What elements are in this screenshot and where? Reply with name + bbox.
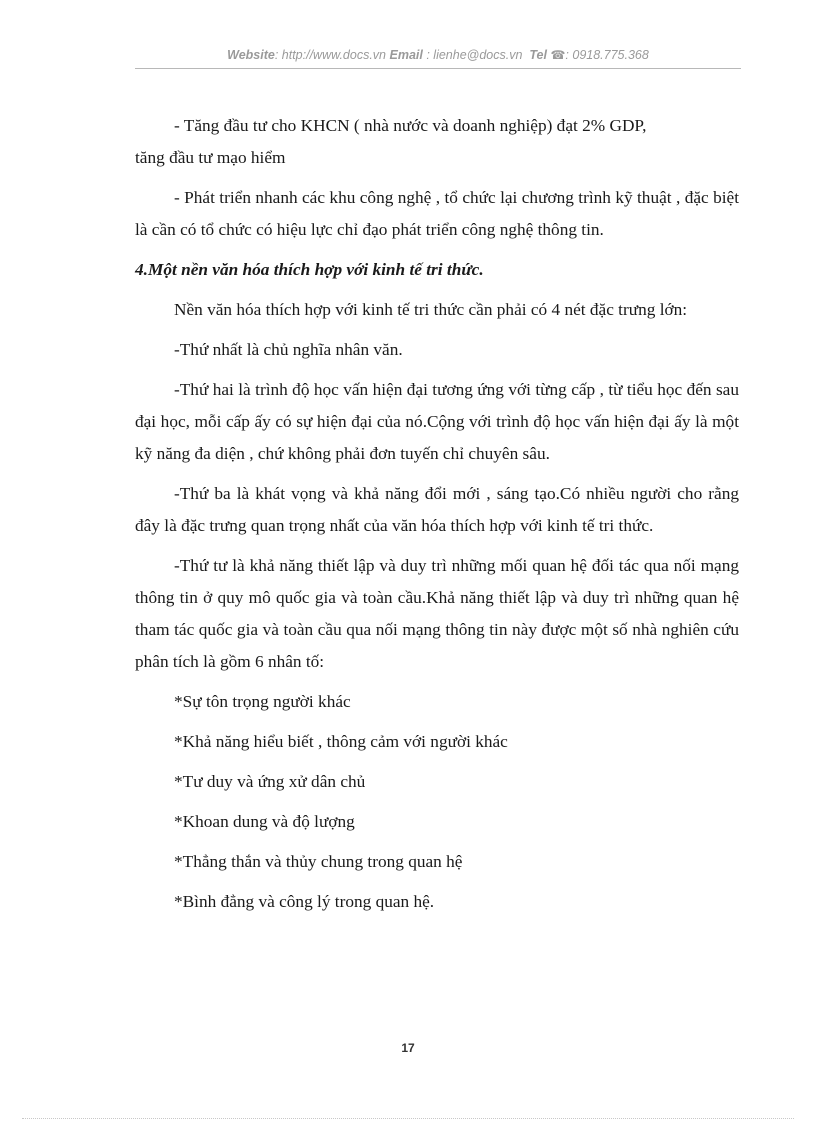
- paragraph-investment-cont: tăng đầu tư mạo hiểm: [135, 148, 286, 167]
- email-value: : lienhe@docs.vn: [426, 48, 523, 62]
- tel-value: : 0918.775.368: [565, 48, 649, 62]
- page-number: 17: [401, 1041, 415, 1055]
- footer-divider: [22, 1118, 794, 1119]
- paragraph-tech-zones: - Phát triển nhanh các khu công nghệ , tổ chức lại chương trình kỹ thuật , đặc biệt là cần có tổ chức có hiệu lực chỉ đạo phát triển công nghệ thông tin.: [135, 188, 739, 239]
- paragraph-third-trait: -Thứ ba là khát vọng và khả năng đổi mới , sáng tạo.Có nhiều người cho rằng đây là đặc trưng quan trọng nhất của văn hóa thích hợp với kinh tế tri thức.: [135, 484, 739, 535]
- tel-label: Tel: [529, 48, 547, 62]
- list-item: *Sự tôn trọng người khác: [174, 692, 351, 711]
- section-heading: 4.Một nền văn hóa thích hợp với kinh tế tri thức.: [135, 260, 484, 279]
- list-item: *Thẳng thắn và thủy chung trong quan hệ: [174, 852, 463, 871]
- list-item: *Khả năng hiểu biết , thông cảm với người khác: [174, 732, 508, 751]
- paragraph-fourth-trait: -Thứ tư là khả năng thiết lập và duy trì những mối quan hệ đối tác qua nối mạng thông tin ở quy mô quốc gia và toàn cầu.Khả năng thiết lập và duy trì những quan hệ tham tác quốc gia và toàn cầu qua nối mạng thông tin này được một số nhà nghiên cứu phân tích là gồm 6 nhân tố:: [135, 556, 739, 671]
- paragraph-investment: - Tăng đầu tư cho KHCN ( nhà nước và doanh nghiệp) đạt 2% GDP,: [174, 116, 647, 135]
- website-label: Website: [227, 48, 275, 62]
- website-value: : http://www.docs.vn: [274, 48, 387, 62]
- document-body: [135, 110, 739, 918]
- email-label: Email: [389, 48, 423, 62]
- page-header: [135, 44, 741, 69]
- list-item: *Bình đẳng và công lý trong quan hệ.: [174, 892, 435, 911]
- paragraph-second-trait: -Thứ hai là trình độ học vấn hiện đại tương ứng với từng cấp , từ tiểu học đến sau đại học, mỗi cấp ấy có sự hiện đại của nó.Cộng với trình độ học vấn hiện đại ấy là một kỹ năng đa diện , chứ không phải đơn tuyến chỉ chuyên sâu.: [135, 380, 739, 463]
- list-item: *Tư duy và ứng xử dân chủ: [174, 772, 366, 791]
- phone-icon: ☎: [550, 48, 566, 62]
- paragraph-first-trait: -Thứ nhất là chủ nghĩa nhân văn.: [174, 340, 403, 359]
- list-item: *Khoan dung và độ lượng: [174, 812, 355, 831]
- paragraph-culture-intro: Nền văn hóa thích hợp với kinh tế tri thức cần phải có 4 nét đặc trưng lớn:: [174, 300, 688, 319]
